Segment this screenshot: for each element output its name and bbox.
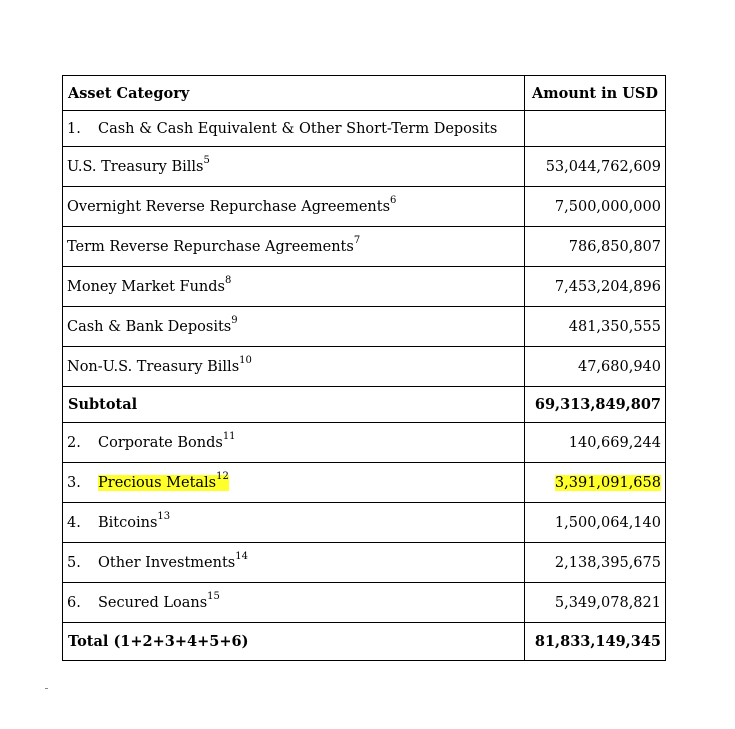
- sub-item-amount: 7,500,000,000: [525, 187, 666, 227]
- footnote-ref: 14: [235, 550, 248, 562]
- footnote-ref: 15: [207, 590, 220, 602]
- item-amount-cell: [525, 463, 666, 503]
- footnote-ref: 7: [353, 234, 361, 246]
- item-number: 2.: [67, 434, 81, 451]
- header-asset-category: Asset Category: [63, 76, 525, 111]
- item-label-cell: [63, 543, 525, 583]
- item-number: 4.: [67, 514, 81, 531]
- total-amount: 81,833,149,345: [525, 623, 666, 661]
- table-row: [63, 307, 666, 347]
- sub-item-label-cell: [63, 227, 525, 267]
- sub-item-amount: 47,680,940: [525, 347, 666, 387]
- footnote-ref: 11: [222, 430, 236, 442]
- subtotal-label: Subtotal: [63, 387, 525, 423]
- item-amount: 5,349,078,821: [525, 583, 666, 623]
- subtotal-amount: 69,313,849,807: [525, 387, 666, 423]
- footnote-ref: 10: [239, 354, 252, 366]
- sub-item-label-cell: [63, 187, 525, 227]
- item-label: Corporate Bonds: [98, 434, 223, 451]
- sub-item-label-cell: [63, 267, 525, 307]
- section-label: Cash & Cash Equivalent & Other Short-Term Deposits: [98, 120, 498, 137]
- footnote-ref: 13: [157, 510, 171, 522]
- item-number: 1.: [67, 120, 81, 137]
- sub-item-label-cell: [63, 307, 525, 347]
- subtotal-row: [63, 387, 666, 423]
- item-label-cell: [63, 583, 525, 623]
- item-amount: 2,138,395,675: [525, 543, 666, 583]
- item-label-cell: [63, 503, 525, 543]
- section-label-cell: [63, 111, 525, 147]
- item-label: Other Investments: [98, 554, 236, 571]
- sub-item-label: Term Reverse Repurchase Agreements: [67, 238, 354, 255]
- section-amount-cell: [525, 111, 666, 147]
- stray-mark: [45, 688, 48, 689]
- footnote-ref: 9: [231, 314, 238, 326]
- item-number: 3.: [67, 474, 81, 491]
- section-row: [63, 111, 666, 147]
- sub-item-label: Cash & Bank Deposits: [67, 318, 232, 335]
- sub-item-label: Money Market Funds: [67, 278, 225, 295]
- item-amount: 140,669,244: [525, 423, 666, 463]
- table-header-row: [63, 76, 666, 111]
- footnote-ref: 12: [216, 470, 229, 482]
- table-row: [63, 503, 666, 543]
- sub-item-label-cell: [63, 347, 525, 387]
- table-row: [63, 147, 666, 187]
- table-row: [63, 423, 666, 463]
- header-amount: Amount in USD: [525, 76, 666, 111]
- footnote-ref: 8: [225, 274, 232, 286]
- item-label: Precious Metals: [98, 474, 217, 491]
- highlighted-item-label: [98, 470, 229, 491]
- sub-item-label: Overnight Reverse Repurchase Agreements: [67, 198, 391, 215]
- table-row: [63, 347, 666, 387]
- sub-item-label: U.S. Treasury Bills: [67, 158, 204, 175]
- table-row: [63, 543, 666, 583]
- sub-item-amount: 7,453,204,896: [525, 267, 666, 307]
- table-row-highlighted: [63, 463, 666, 503]
- item-label-cell: [63, 423, 525, 463]
- sub-item-label-cell: [63, 147, 525, 187]
- table-row: [63, 267, 666, 307]
- item-number: 5.: [67, 554, 81, 571]
- footnote-ref: 5: [203, 154, 210, 166]
- footnote-ref: 6: [390, 194, 397, 206]
- table-row: [63, 583, 666, 623]
- sub-item-label: Non-U.S. Treasury Bills: [67, 358, 240, 375]
- highlighted-item-amount: 3,391,091,658: [554, 474, 661, 491]
- sub-item-amount: 53,044,762,609: [525, 147, 666, 187]
- item-label-cell: [63, 463, 525, 503]
- total-row: [63, 623, 666, 661]
- sub-item-amount: 481,350,555: [525, 307, 666, 347]
- item-label: Bitcoins: [98, 514, 158, 531]
- asset-table: [62, 75, 666, 661]
- total-label: Total (1+2+3+4+5+6): [63, 623, 525, 661]
- table-row: [63, 227, 666, 267]
- item-label: Secured Loans: [98, 594, 208, 611]
- table-row: [63, 187, 666, 227]
- item-number: 6.: [67, 594, 81, 611]
- item-amount: 1,500,064,140: [525, 503, 666, 543]
- sub-item-amount: 786,850,807: [525, 227, 666, 267]
